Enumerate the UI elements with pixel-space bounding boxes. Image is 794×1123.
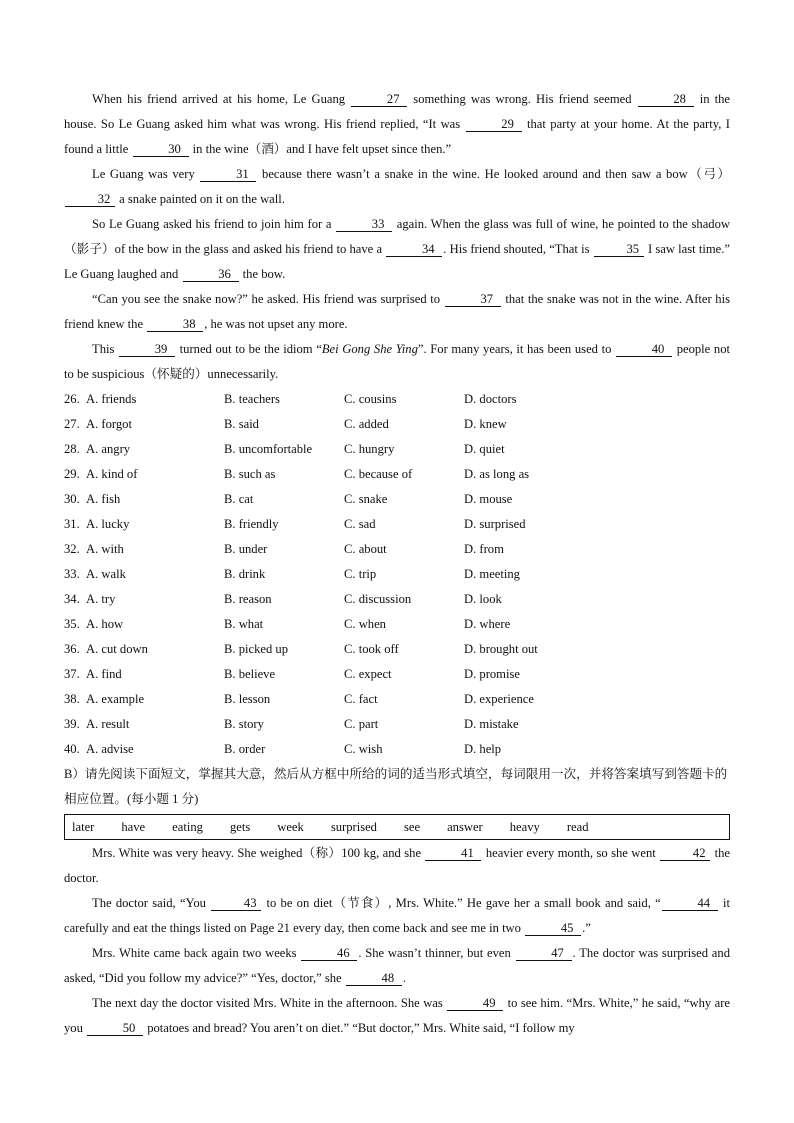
option-row: [64, 387, 730, 412]
question-number: 32.: [64, 542, 80, 556]
option-b[interactable]: B. said: [224, 417, 259, 431]
option-a[interactable]: A. lucky: [86, 517, 130, 531]
text: a snake painted on it on the wall.: [116, 192, 285, 206]
word-box-item: see: [403, 819, 421, 834]
text: “Can you see the snake now?” he asked. His friend was surprised to: [92, 292, 444, 306]
option-b[interactable]: B. believe: [224, 667, 276, 681]
passage-a-paragraph-2: [64, 162, 730, 212]
option-b[interactable]: B. such as: [224, 467, 276, 481]
option-b[interactable]: B. lesson: [224, 692, 271, 706]
option-row: [64, 537, 730, 562]
option-c[interactable]: C. when: [344, 617, 386, 631]
text: turned out to be the idiom “: [176, 342, 322, 356]
passage-a-paragraph-1: [64, 87, 730, 162]
text: When his friend arrived at his home, Le Guang: [92, 92, 351, 106]
option-d[interactable]: D. quiet: [464, 442, 505, 456]
option-row: [64, 412, 730, 437]
option-row: [64, 612, 730, 637]
blank-30[interactable]: 30: [133, 143, 189, 157]
option-a[interactable]: A. find: [86, 667, 122, 681]
passage-a-paragraph-5: [64, 337, 730, 387]
option-b[interactable]: B. friendly: [224, 517, 279, 531]
blank-36[interactable]: 36: [183, 268, 239, 282]
text: Mrs. White was very heavy. She weighed（称）100 kg, and she: [92, 846, 425, 860]
question-number: 38.: [64, 692, 80, 706]
option-row: [64, 437, 730, 462]
text: people not to be suspicious（怀疑的）unnecessarily.: [64, 342, 730, 381]
question-number: 30.: [64, 492, 80, 506]
option-a[interactable]: A. walk: [86, 567, 126, 581]
option-b[interactable]: B. teachers: [224, 392, 280, 406]
blank-34[interactable]: 34: [386, 243, 442, 257]
option-b[interactable]: B. reason: [224, 592, 272, 606]
text: that the snake was not in the wine. After his friend knew the: [64, 292, 730, 331]
blank-44[interactable]: 44: [662, 897, 718, 911]
option-d[interactable]: D. surprised: [464, 517, 526, 531]
text: in the wine（酒）and I have felt upset since then.”: [189, 142, 452, 156]
option-a[interactable]: A. how: [86, 617, 124, 631]
option-c[interactable]: C. hungry: [344, 442, 395, 456]
option-d[interactable]: D. help: [464, 742, 502, 756]
option-d[interactable]: D. brought out: [464, 642, 538, 656]
option-row: [64, 712, 730, 737]
option-a[interactable]: A. cut down: [86, 642, 148, 656]
option-row: [64, 737, 730, 762]
blank-32[interactable]: 32: [65, 193, 115, 207]
question-number: 29.: [64, 467, 80, 481]
option-d[interactable]: D. from: [464, 542, 504, 556]
text: The doctor said, “You: [92, 896, 211, 910]
option-a[interactable]: A. result: [86, 717, 130, 731]
text: . His friend shouted, “That is: [443, 242, 593, 256]
question-number: 33.: [64, 567, 80, 581]
passage-a-paragraph-4: [64, 287, 730, 337]
question-number: 37.: [64, 667, 80, 681]
passage-b-paragraph-1: [64, 841, 730, 891]
text: This: [92, 342, 119, 356]
option-d[interactable]: D. knew: [464, 417, 507, 431]
option-b[interactable]: B. cat: [224, 492, 254, 506]
text: heavier every month, so she went: [482, 846, 660, 860]
option-c[interactable]: C. about: [344, 542, 387, 556]
blank-39[interactable]: 39: [119, 343, 175, 357]
text: ”. For many years, it has been used to: [417, 342, 616, 356]
option-a[interactable]: A. fish: [86, 492, 121, 506]
text: the bow.: [239, 267, 286, 281]
option-d[interactable]: D. doctors: [464, 392, 517, 406]
idiom-text: Bei Gong She Ying: [321, 342, 418, 356]
text: The next day the doctor visited Mrs. White in the afternoon. She was: [92, 996, 447, 1010]
option-a[interactable]: A. kind of: [86, 467, 138, 481]
answer-options-list: [64, 387, 730, 762]
question-number: 40.: [64, 742, 80, 756]
text: because there wasn’t a snake in the wine. He looked around and then saw a bow（弓）: [257, 167, 730, 181]
blank-37[interactable]: 37: [445, 293, 501, 307]
text: I saw last time.” Le Guang laughed and: [64, 242, 731, 281]
blank-43[interactable]: 43: [211, 897, 261, 911]
text: the doctor.: [64, 846, 730, 885]
option-c[interactable]: C. because of: [344, 467, 413, 481]
passage-b-paragraph-2: [64, 891, 730, 941]
option-c[interactable]: C. expect: [344, 667, 392, 681]
option-d[interactable]: D. where: [464, 617, 511, 631]
text: that party at your home. At the party, I found a little: [64, 117, 730, 156]
word-box-item: surprised: [330, 819, 377, 834]
option-row: [64, 487, 730, 512]
word-box: [64, 814, 730, 840]
option-c[interactable]: C. added: [344, 417, 389, 431]
option-a[interactable]: A. advise: [86, 742, 134, 756]
word-box-item: answer: [447, 819, 483, 834]
text: it carefully and eat the things listed on Page 21 every day, then come back and see me in two: [64, 896, 730, 935]
blank-48[interactable]: 48: [346, 972, 402, 986]
blank-41[interactable]: 41: [425, 847, 481, 861]
question-number: 31.: [64, 517, 80, 531]
passage-b-paragraph-3: [64, 941, 730, 991]
option-b[interactable]: B. story: [224, 717, 264, 731]
option-a[interactable]: A. angry: [86, 442, 131, 456]
question-number: 27.: [64, 417, 80, 431]
text: again. When the glass was full of wine, he pointed to the shadow（影子）of the bow in the glass and asked his friend to have a: [64, 217, 730, 256]
option-c[interactable]: C. snake: [344, 492, 388, 506]
option-d[interactable]: D. mouse: [464, 492, 513, 506]
option-row: [64, 562, 730, 587]
question-number: 35.: [64, 617, 80, 631]
blank-28[interactable]: 28: [638, 93, 694, 107]
option-c[interactable]: C. cousins: [344, 392, 397, 406]
option-a[interactable]: A. example: [86, 692, 145, 706]
text: something was wrong. His friend seemed: [408, 92, 637, 106]
option-b[interactable]: B. uncomfortable: [224, 442, 313, 456]
text: Le Guang was very: [92, 167, 200, 181]
option-d[interactable]: D. meeting: [464, 567, 520, 581]
question-number: 26.: [64, 392, 80, 406]
text: . She wasn’t thinner, but even: [358, 946, 515, 960]
text: potatoes and bread? You aren’t on diet.” “But doctor,” Mrs. White said, “I follow my: [144, 1021, 575, 1035]
blank-47[interactable]: 47: [516, 947, 572, 961]
option-b[interactable]: B. picked up: [224, 642, 289, 656]
option-row: [64, 462, 730, 487]
blank-42[interactable]: 42: [660, 847, 710, 861]
option-b[interactable]: B. under: [224, 542, 268, 556]
passage-a: [64, 87, 730, 387]
question-number: 28.: [64, 442, 80, 456]
option-c[interactable]: C. took off: [344, 642, 399, 656]
option-c[interactable]: C. wish: [344, 742, 383, 756]
text: . The doctor was surprised and asked, “Did you follow my advice?” “Yes, doctor,” she: [64, 946, 730, 985]
question-number: 36.: [64, 642, 80, 656]
option-c[interactable]: C. part: [344, 717, 379, 731]
option-d[interactable]: D. look: [464, 592, 502, 606]
passage-b-paragraph-4: [64, 991, 730, 1041]
word-box-item: later: [72, 819, 95, 834]
text: in the house. So Le Guang asked him what was wrong. His friend replied, “It was: [64, 92, 730, 131]
worksheet-page: [64, 87, 730, 1041]
option-c[interactable]: C. sad: [344, 517, 376, 531]
passage-a-paragraph-3: [64, 212, 730, 287]
text: to see him. “Mrs. White,” he said, “why are you: [64, 996, 730, 1035]
option-b[interactable]: B. drink: [224, 567, 266, 581]
word-box-item: week: [277, 819, 304, 834]
text: to be on diet（节食）, Mrs. White.” He gave her a small book and said, “: [262, 896, 661, 910]
option-a[interactable]: A. forgot: [86, 417, 132, 431]
option-d[interactable]: D. as long as: [464, 467, 530, 481]
text: , he was not upset any more.: [204, 317, 348, 331]
option-c[interactable]: C. trip: [344, 567, 377, 581]
blank-46[interactable]: 46: [301, 947, 357, 961]
word-box-item: gets: [229, 819, 251, 834]
blank-35[interactable]: 35: [594, 243, 644, 257]
text: .: [402, 971, 406, 985]
word-box-item: read: [566, 819, 589, 834]
option-row: [64, 662, 730, 687]
option-d[interactable]: D. promise: [464, 667, 520, 681]
option-b[interactable]: B. what: [224, 617, 264, 631]
option-a[interactable]: A. friends: [86, 392, 137, 406]
text: Mrs. White came back again two weeks: [92, 946, 301, 960]
blank-45[interactable]: 45: [525, 922, 581, 936]
option-a[interactable]: A. with: [86, 542, 124, 556]
option-row: [64, 587, 730, 612]
word-box-item: heavy: [509, 819, 540, 834]
section-b-instructions: B）请先阅读下面短文，掌握其大意，然后从方框中所给的词的适当形式填空，每词限用一次，并将答案填写到答题卡的相应位置。(每小题 1 分): [64, 767, 728, 806]
word-box-item: have: [121, 819, 146, 834]
question-number: 34.: [64, 592, 80, 606]
option-row: [64, 687, 730, 712]
passage-b: [64, 841, 730, 1041]
blank-40[interactable]: 40: [616, 343, 672, 357]
option-c[interactable]: C. fact: [344, 692, 378, 706]
option-row: [64, 637, 730, 662]
text: So Le Guang asked his friend to join him for a: [92, 217, 336, 231]
blank-27[interactable]: 27: [351, 93, 407, 107]
blank-50[interactable]: 50: [87, 1022, 143, 1036]
blank-33[interactable]: 33: [336, 218, 392, 232]
option-b[interactable]: B. order: [224, 742, 266, 756]
text: .”: [582, 921, 591, 935]
option-d[interactable]: D. mistake: [464, 717, 519, 731]
blank-49[interactable]: 49: [447, 997, 503, 1011]
option-a[interactable]: A. try: [86, 592, 116, 606]
option-c[interactable]: C. discussion: [344, 592, 412, 606]
word-box-item: eating: [172, 819, 203, 834]
blank-31[interactable]: 31: [200, 168, 256, 182]
blank-38[interactable]: 38: [147, 318, 203, 332]
option-d[interactable]: D. experience: [464, 692, 534, 706]
option-row: [64, 512, 730, 537]
blank-29[interactable]: 29: [466, 118, 522, 132]
question-number: 39.: [64, 717, 80, 731]
